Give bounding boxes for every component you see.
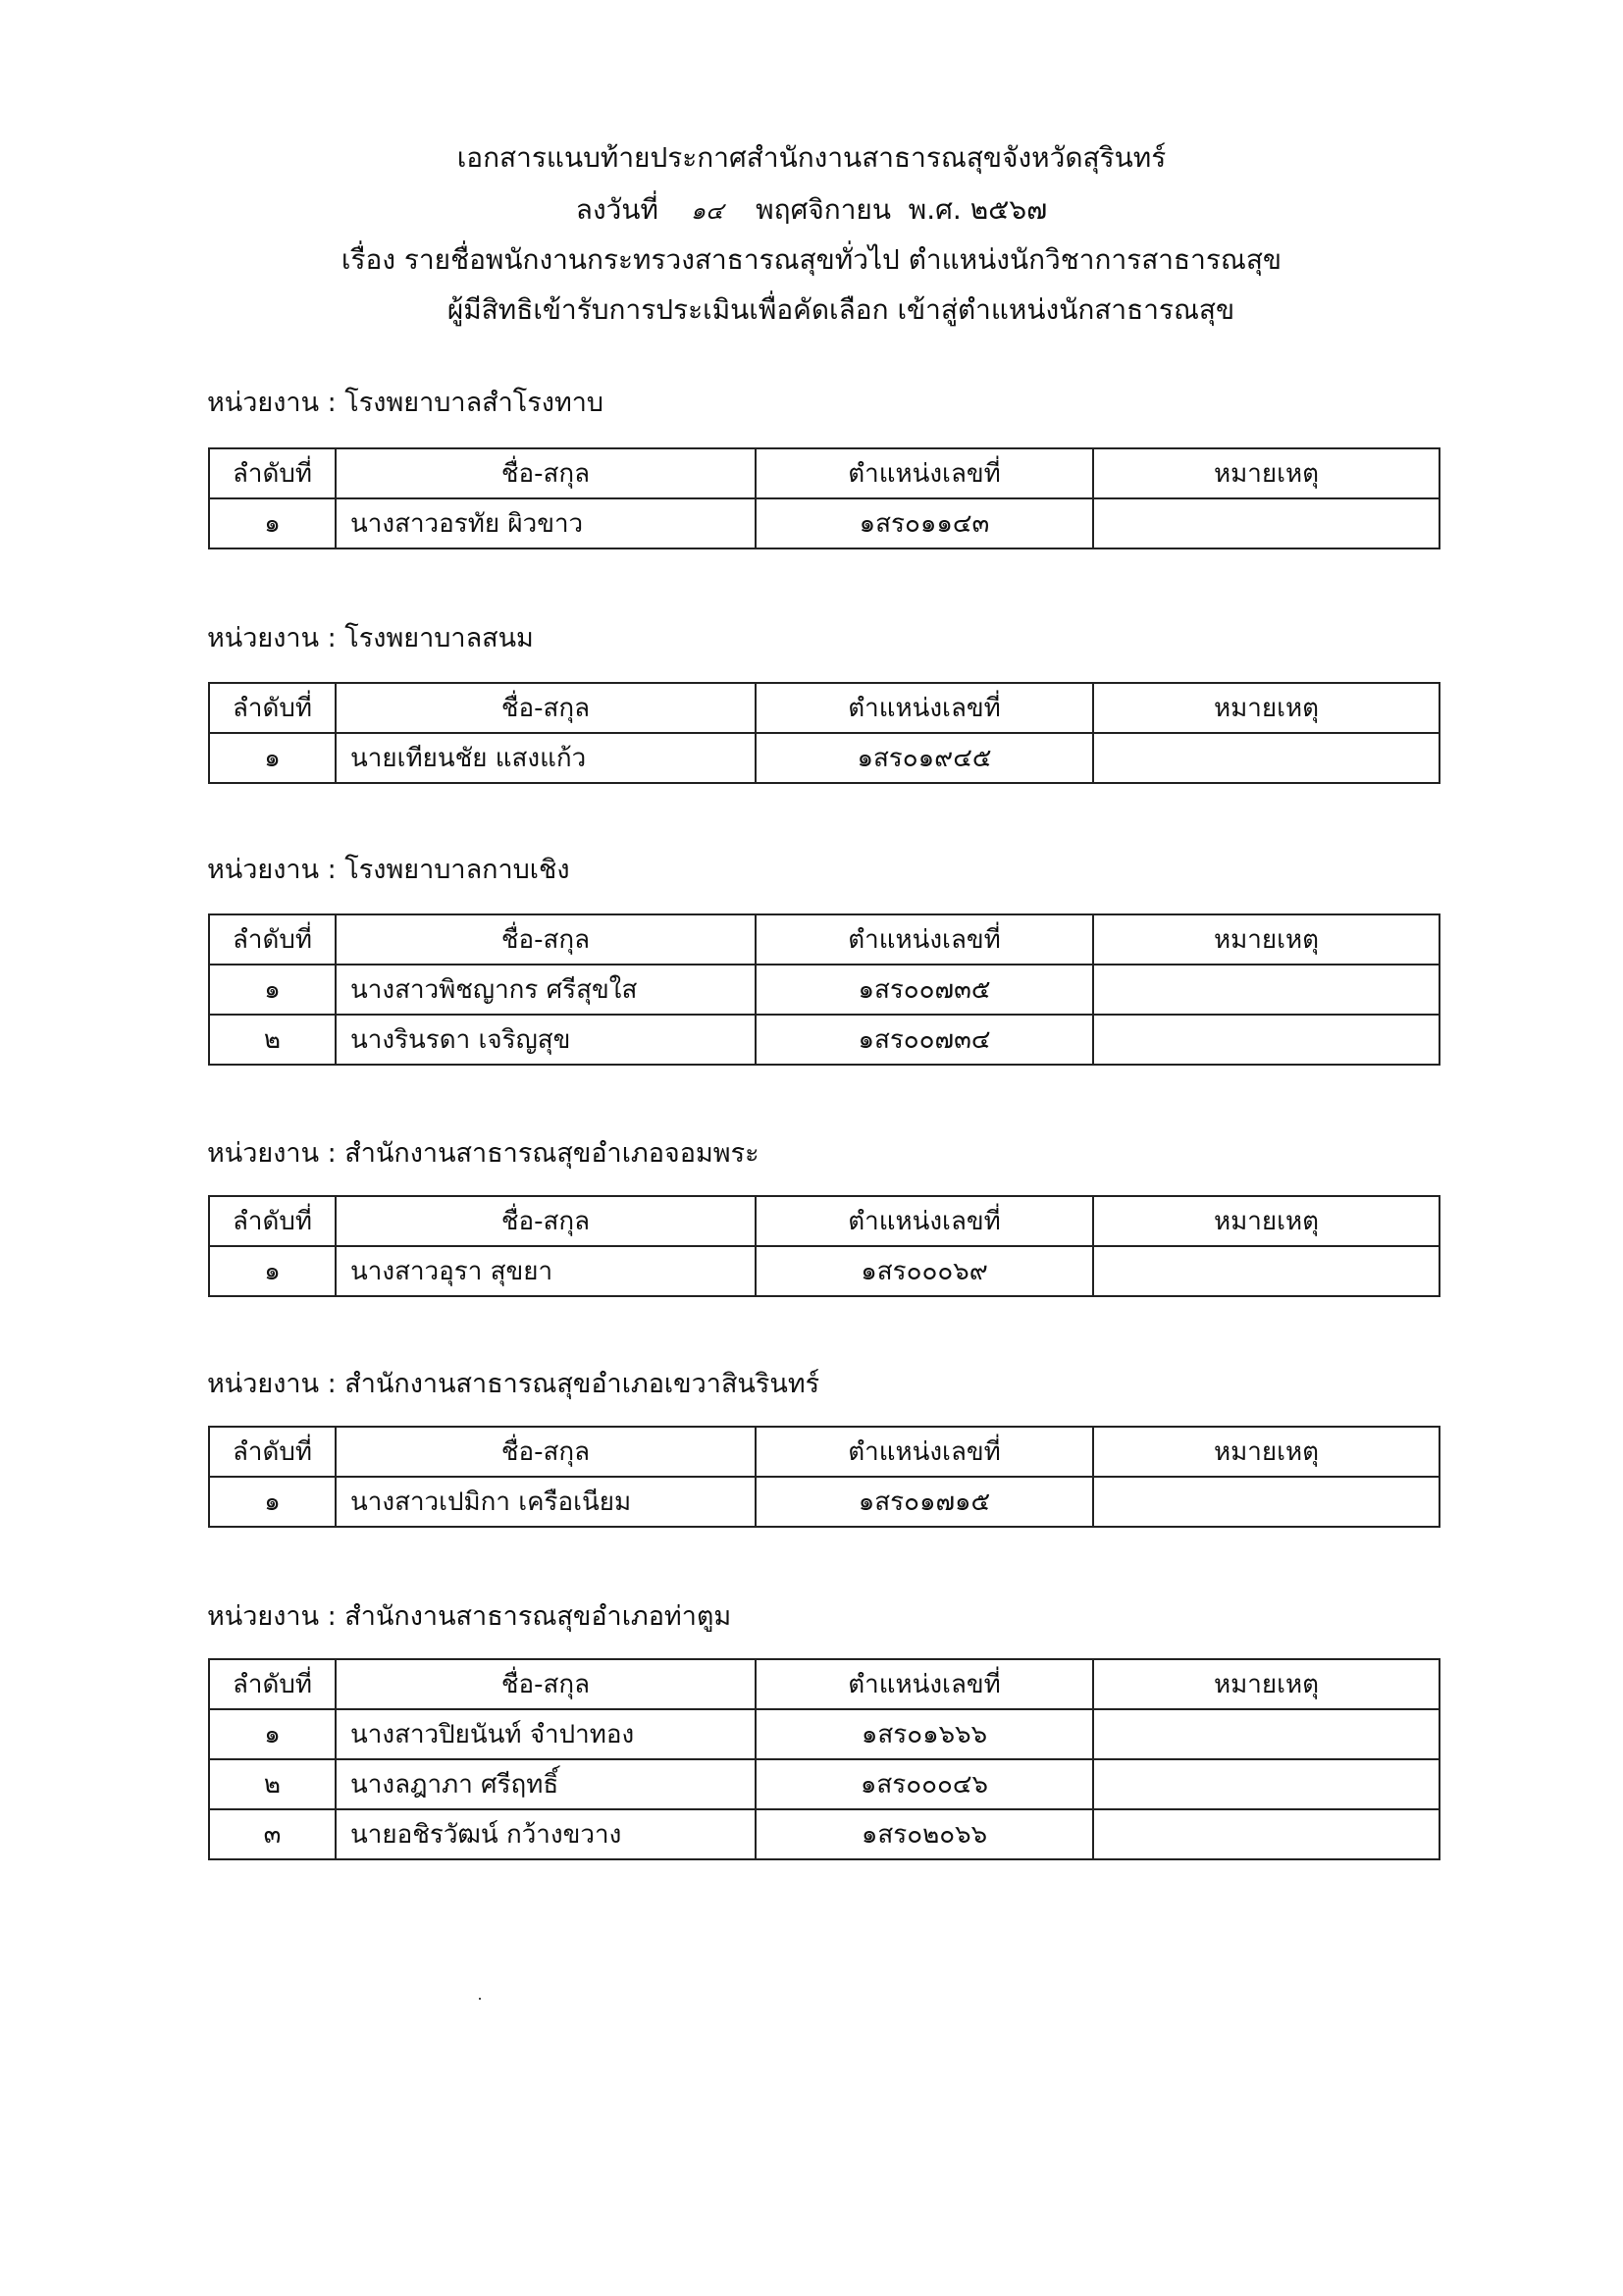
cell-position-number: ๑สร๐๐๗๓๕ [756, 965, 1093, 1015]
cell-full-name: นางสาวเปมิกา เครือเนียม [336, 1477, 756, 1527]
column-header-name: ชื่อ-สกุล [336, 1196, 756, 1246]
section-heading: หน่วยงาน : สำนักงานสาธารณสุขอำเภอท่าตูม [207, 1601, 732, 1632]
column-header-name: ชื่อ-สกุล [336, 683, 756, 733]
cell-full-name: นางสาวปิยนันท์ จำปาทอง [336, 1709, 756, 1759]
column-header-no: ลำดับที่ [209, 1196, 336, 1246]
cell-note [1093, 1709, 1440, 1759]
cell-full-name: นางรินรดา เจริญสุข [336, 1015, 756, 1065]
column-header-note: หมายเหตุ [1093, 1659, 1440, 1709]
cell-full-name: นางสาวพิชญากร ศรีสุขใส [336, 965, 756, 1015]
cell-note [1093, 1759, 1440, 1809]
title-line-1: เอกสารแนบท้ายประกาศสำนักงานสาธารณสุขจังหวัดสุรินทร์ [456, 141, 1167, 174]
staff-table [208, 682, 1440, 784]
date-prefix: ลงวันที่ [575, 193, 658, 226]
column-header-position: ตำแหน่งเลขที่ [756, 914, 1093, 965]
title-line-subject: เรื่อง รายชื่อพนักงานกระทรวงสาธารณสุขทั่วไป ตำแหน่งนักวิชาการสาธารณสุข [340, 243, 1283, 276]
cell-note [1093, 1015, 1440, 1065]
column-header-name: ชื่อ-สกุล [336, 1427, 756, 1477]
table-row [209, 498, 1440, 548]
column-header-name: ชื่อ-สกุล [336, 1659, 756, 1709]
column-header-note: หมายเหตุ [1093, 1427, 1440, 1477]
date-day-handwritten: ๑๔ [690, 197, 724, 225]
section-heading: หน่วยงาน : สำนักงานสาธารณสุขอำเภอจอมพระ [207, 1138, 759, 1169]
title-line-date [0, 190, 1623, 231]
table-row [209, 1809, 1440, 1859]
cell-order-number: ๑ [209, 498, 336, 548]
column-header-position: ตำแหน่งเลขที่ [756, 1659, 1093, 1709]
column-header-no: ลำดับที่ [209, 914, 336, 965]
column-header-name: ชื่อ-สกุล [336, 448, 756, 498]
date-year: พ.ศ. ๒๕๖๗ [908, 193, 1048, 226]
table-header-row [209, 914, 1440, 965]
cell-position-number: ๑สร๐๑๖๖๖ [756, 1709, 1093, 1759]
table-row [209, 965, 1440, 1015]
column-header-position: ตำแหน่งเลขที่ [756, 1427, 1093, 1477]
cell-order-number: ๑ [209, 965, 336, 1015]
cell-note [1093, 1246, 1440, 1296]
cell-position-number: ๑สร๐๑๙๔๕ [756, 733, 1093, 783]
cell-note [1093, 1809, 1440, 1859]
cell-full-name: นายอชิรวัฒน์ กว้างขวาง [336, 1809, 756, 1859]
cell-order-number: ๒ [209, 1759, 336, 1809]
cell-note [1093, 1477, 1440, 1527]
cell-order-number: ๑ [209, 1709, 336, 1759]
cell-note [1093, 498, 1440, 548]
column-header-note: หมายเหตุ [1093, 683, 1440, 733]
date-month: พฤศจิกายน [756, 193, 891, 226]
table-row [209, 1246, 1440, 1296]
column-header-position: ตำแหน่งเลขที่ [756, 448, 1093, 498]
cell-note [1093, 965, 1440, 1015]
table-header-row [209, 1427, 1440, 1477]
section-heading: หน่วยงาน : โรงพยาบาลสำโรงทาบ [207, 388, 604, 418]
column-header-no: ลำดับที่ [209, 1427, 336, 1477]
cell-position-number: ๑สร๐๑๑๔๓ [756, 498, 1093, 548]
column-header-note: หมายเหตุ [1093, 1196, 1440, 1246]
table-row [209, 1759, 1440, 1809]
cell-full-name: นางสาวอรทัย ผิวขาว [336, 498, 756, 548]
section-heading: หน่วยงาน : โรงพยาบาลสนม [207, 623, 534, 653]
table-header-row [209, 683, 1440, 733]
section-heading: หน่วยงาน : โรงพยาบาลกาบเชิง [207, 855, 570, 885]
staff-table [208, 1658, 1440, 1860]
table-row [209, 1015, 1440, 1065]
table-row [209, 733, 1440, 783]
column-header-position: ตำแหน่งเลขที่ [756, 1196, 1093, 1246]
staff-table [208, 913, 1440, 1066]
table-row [209, 1709, 1440, 1759]
cell-position-number: ๑สร๐๑๗๑๕ [756, 1477, 1093, 1527]
staff-table [208, 1195, 1440, 1297]
column-header-note: หมายเหตุ [1093, 448, 1440, 498]
table-header-row [209, 1659, 1440, 1709]
cell-full-name: นายเทียนชัย แสงแก้ว [336, 733, 756, 783]
scan-speck [479, 1998, 481, 2000]
cell-note [1093, 733, 1440, 783]
table-header-row [209, 1196, 1440, 1246]
column-header-name: ชื่อ-สกุล [336, 914, 756, 965]
cell-position-number: ๑สร๐๐๗๓๔ [756, 1015, 1093, 1065]
cell-order-number: ๑ [209, 733, 336, 783]
staff-table [208, 1426, 1440, 1528]
section-heading: หน่วยงาน : สำนักงานสาธารณสุขอำเภอเขวาสินรินทร์ [207, 1369, 820, 1399]
title-line-subject-cont: ผู้มีสิทธิเข้ารับการประเมินเพื่อคัดเลือก เข้าสู่ตำแหน่งนักสาธารณสุข [446, 293, 1235, 326]
cell-position-number: ๑สร๐๐๐๔๖ [756, 1759, 1093, 1809]
column-header-note: หมายเหตุ [1093, 914, 1440, 965]
column-header-no: ลำดับที่ [209, 1659, 336, 1709]
cell-full-name: นางสาวอุรา สุขยา [336, 1246, 756, 1296]
table-header-row [209, 448, 1440, 498]
cell-position-number: ๑สร๐๐๐๖๙ [756, 1246, 1093, 1296]
cell-order-number: ๑ [209, 1477, 336, 1527]
cell-position-number: ๑สร๐๒๐๖๖ [756, 1809, 1093, 1859]
cell-order-number: ๑ [209, 1246, 336, 1296]
column-header-no: ลำดับที่ [209, 448, 336, 498]
column-header-position: ตำแหน่งเลขที่ [756, 683, 1093, 733]
staff-table [208, 447, 1440, 549]
cell-order-number: ๓ [209, 1809, 336, 1859]
table-row [209, 1477, 1440, 1527]
cell-order-number: ๒ [209, 1015, 336, 1065]
column-header-no: ลำดับที่ [209, 683, 336, 733]
cell-full-name: นางลฎาภา ศรีฤทธิ์ [336, 1759, 756, 1809]
